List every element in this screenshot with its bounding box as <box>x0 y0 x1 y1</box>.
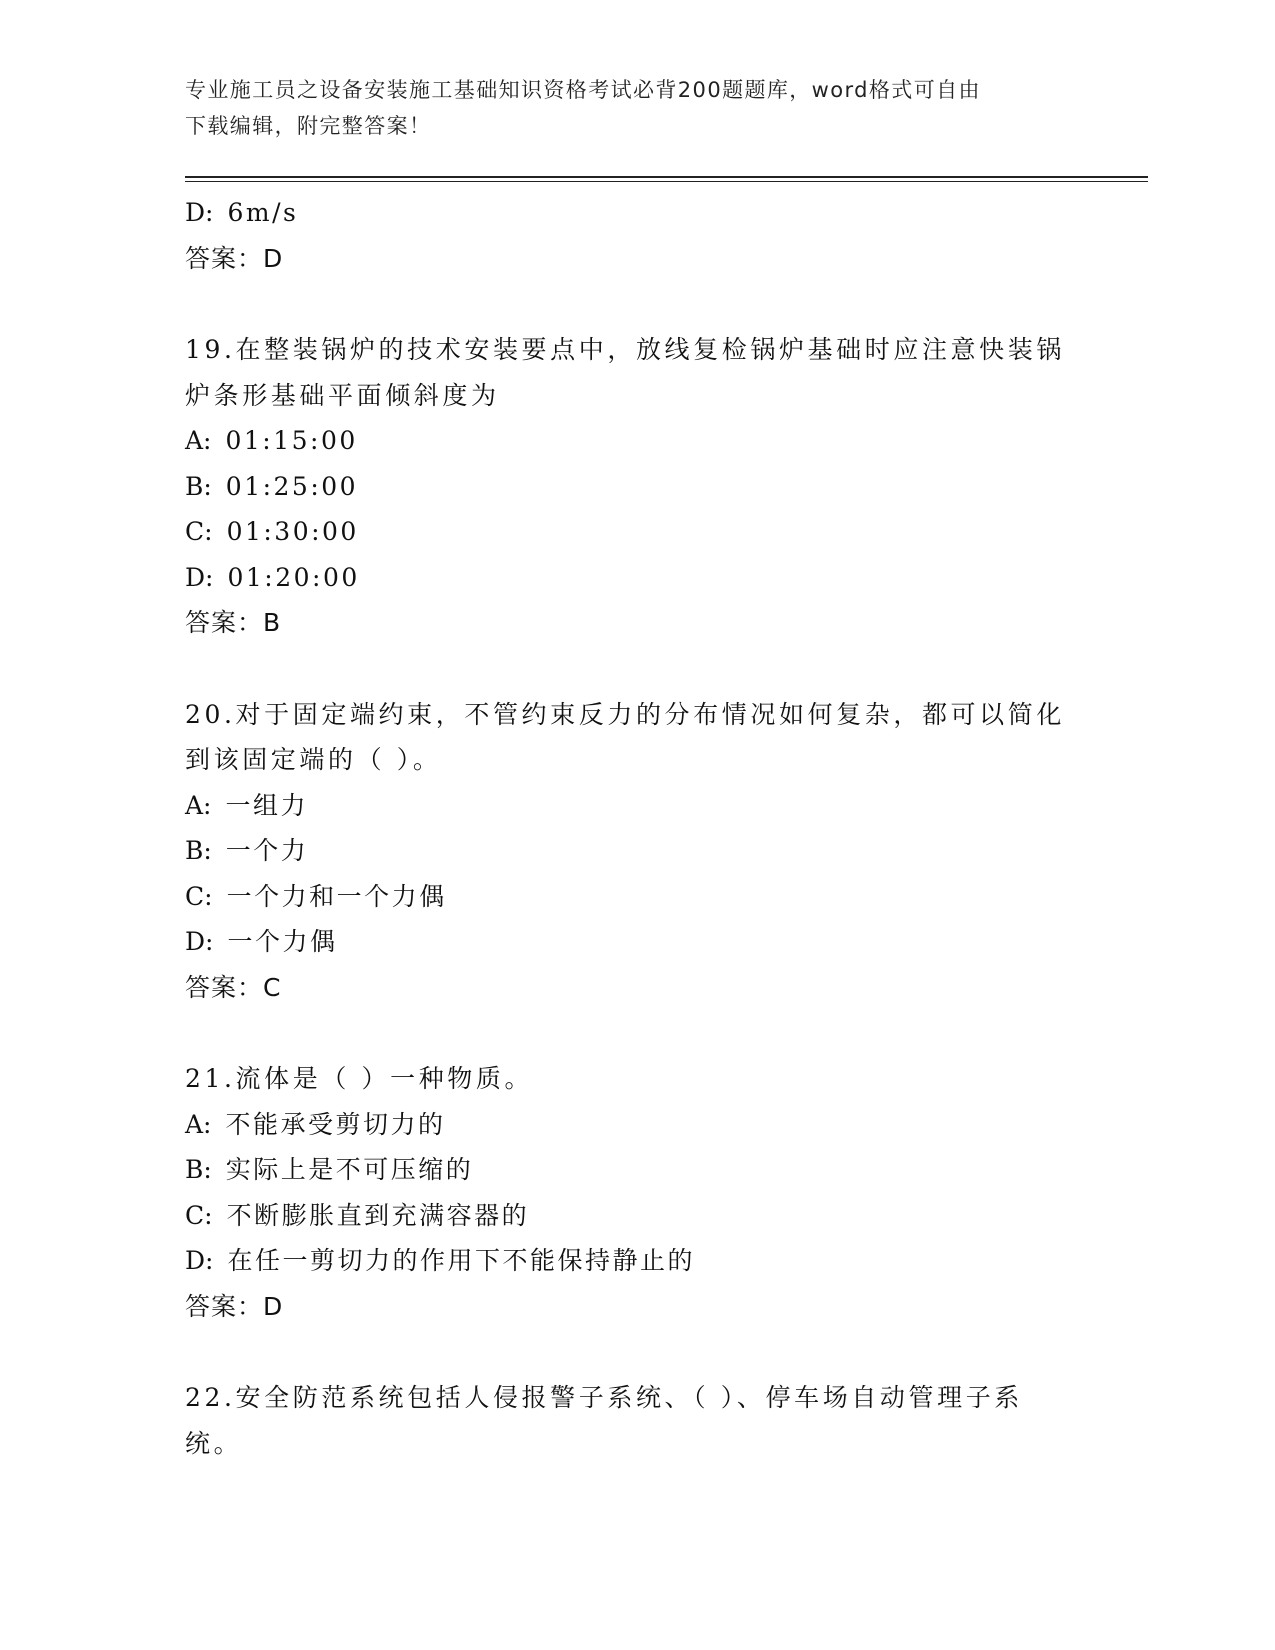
header-divider-thin <box>185 181 1148 182</box>
option-a <box>185 418 1085 464</box>
header-line-2: 下载编辑，附完整答案！ <box>185 114 432 138</box>
option-text: 01:20:00 <box>227 562 360 592</box>
question-text-line: 21.流体是（ ）一种物质。 <box>185 1064 534 1093</box>
question-text-line: 炉条形基础平面倾斜度为 <box>185 380 500 410</box>
question-text-line: 22.安全防范系统包括人侵报警子系统、（ ）、停车场自动管理子系 <box>185 1383 1023 1412</box>
option-text: 实际上是不可压缩的 <box>225 1155 474 1184</box>
option-text: 在任一剪切力的作用下不能保持静止的 <box>227 1246 695 1275</box>
option-d <box>185 919 1085 965</box>
option-text: 一组力 <box>225 790 308 820</box>
option-key: C: <box>185 517 213 546</box>
option-b <box>185 464 1085 510</box>
option-a <box>185 1102 1085 1148</box>
option-b <box>185 828 1085 874</box>
option-a <box>185 783 1085 829</box>
previous-question-tail <box>185 190 1085 281</box>
option-key: D: <box>185 927 214 956</box>
header-line-1: 专业施工员之设备安装施工基础知识资格考试必背200题题库，word格式可自由 <box>185 78 981 102</box>
option-text: 一个力偶 <box>227 927 338 956</box>
question-text-line: 19.在整装锅炉的技术安装要点中，放线复检锅炉基础时应注意快装锅 <box>185 335 1065 364</box>
question-22 <box>185 1375 1085 1466</box>
option-text: 一个力和一个力偶 <box>226 881 447 911</box>
option-d <box>185 190 1085 236</box>
option-key: A: <box>185 426 212 455</box>
option-d <box>185 555 1085 601</box>
option-c <box>185 509 1085 555</box>
question-19 <box>185 327 1085 646</box>
option-key: B: <box>185 1155 212 1184</box>
option-text: 一个力 <box>225 836 309 865</box>
question-text-line: 20.对于固定端约束，不管约束反力的分布情况如何复杂，都可以简化 <box>185 699 1065 729</box>
option-c <box>185 1193 1085 1239</box>
option-text: 01:15:00 <box>225 426 358 455</box>
option-key: B: <box>185 471 212 501</box>
question-21 <box>185 1056 1085 1329</box>
option-text: 6m/s <box>227 198 299 227</box>
question-text-line: 到该固定端的（ ）。 <box>185 745 442 774</box>
option-c <box>185 874 1085 920</box>
header-divider <box>185 176 1148 178</box>
option-key: A: <box>185 1109 212 1139</box>
option-key: C: <box>185 881 213 911</box>
option-key: D: <box>185 198 214 227</box>
answer-line: 答案：D <box>185 1291 284 1321</box>
option-b <box>185 1147 1085 1193</box>
option-key: B: <box>185 836 212 865</box>
option-key: D: <box>185 562 214 592</box>
question-20 <box>185 692 1085 1011</box>
option-text: 不断膨胀直到充满容器的 <box>226 1200 530 1230</box>
answer-line: 答案：B <box>185 608 282 637</box>
page-header <box>185 72 1065 144</box>
answer-line: 答案：C <box>185 972 282 1002</box>
option-key: C: <box>185 1200 213 1230</box>
question-content <box>185 190 1085 1466</box>
option-text: 不能承受剪切力的 <box>225 1109 446 1139</box>
answer-line: 答案：D <box>185 243 284 273</box>
option-key: A: <box>185 790 212 820</box>
question-text-line: 统。 <box>185 1428 243 1458</box>
option-text: 01:30:00 <box>226 517 359 546</box>
option-text: 01:25:00 <box>225 471 359 501</box>
option-key: D: <box>185 1246 214 1275</box>
option-d <box>185 1238 1085 1284</box>
